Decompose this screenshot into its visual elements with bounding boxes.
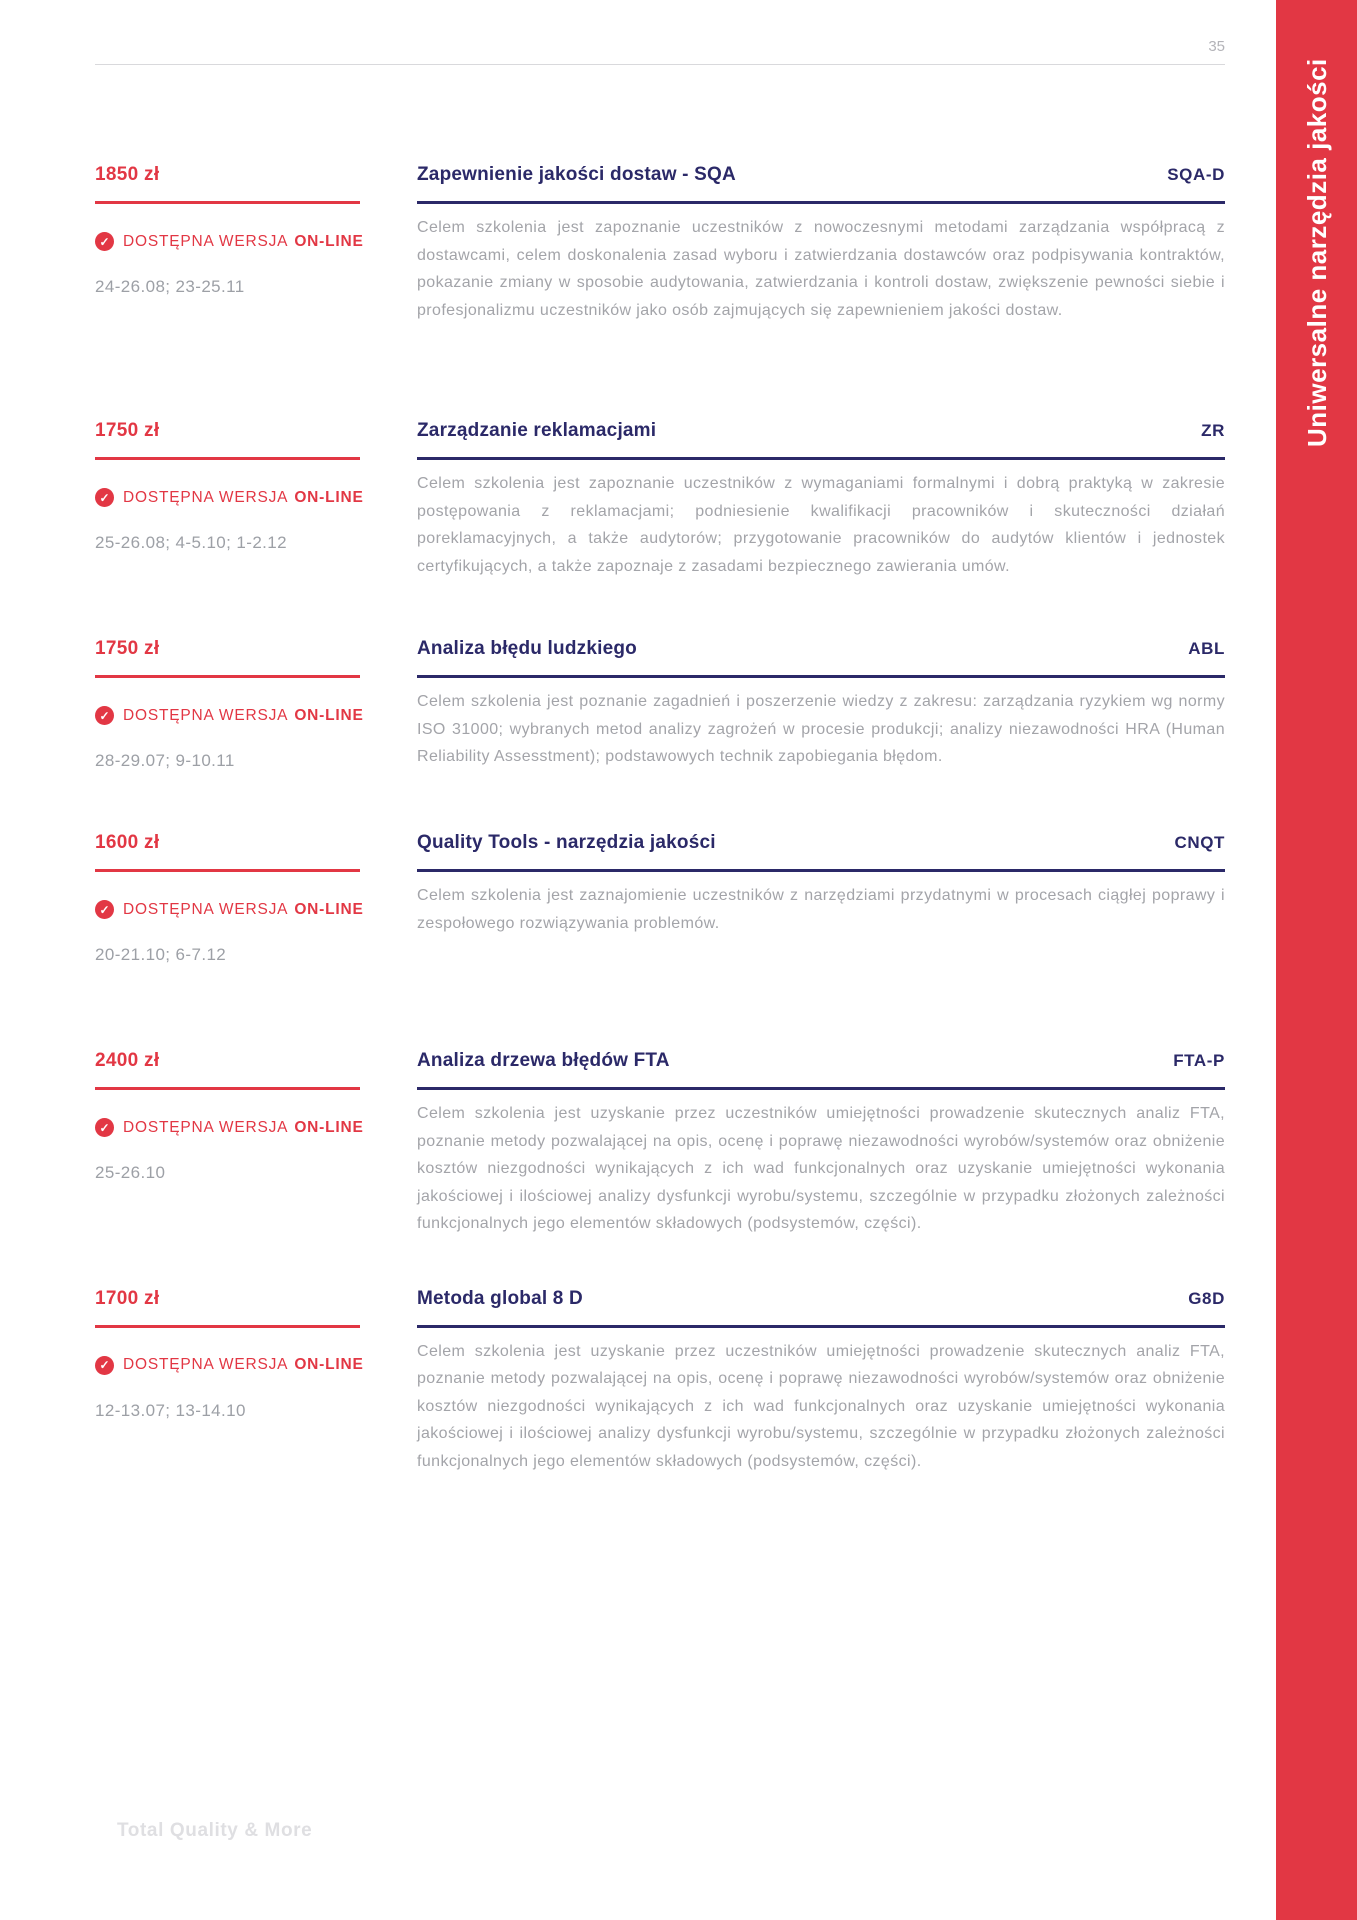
course-meta: [95, 1286, 364, 1476]
course-title-row: [417, 418, 1225, 444]
online-badge-text: DOSTĘPNA WERSJA: [123, 1118, 289, 1136]
course-title-row: [417, 636, 1225, 662]
online-badge: [95, 1118, 364, 1137]
course-meta: [95, 830, 364, 967]
online-badge-highlight: ON-LINE: [294, 232, 364, 250]
course-description: Celem szkolenia jest uzyskanie przez uczestników umiejętności prowadzenie skutecznych analiz FTA, poznanie metody pozwalającej na opis, ocenę i poprawę niezawodności wyrobów/systemów oraz obniżenie kosztów niezgodności wynikających z ich wad funkcjonalnych oraz uzyskanie umiejętności wykonania jakościowej i ilościowej analizy dysfunkcji wyrobu/systemu, szczególnie w przypadku złożonych zależności funkcjonalnych jego elementów składowych (podsystemów, części).: [417, 1342, 1225, 1470]
course-description: Celem szkolenia jest zapoznanie uczestników z nowoczesnymi metodami zarządzania współpracą z dostawcami, celem doskonalenia zasad wyboru i zatwierdzania dostawców oraz podpisywania kontraktów, pokazanie zmiany w sposobie audytowania, zatwierdzania i kontroli dostaw, zwiększenie pewności siebie i profesjonalizmu uczestników jako osób zajmujących się zapewnieniem jakości dostaw.: [417, 219, 1225, 319]
course-description: Celem szkolenia jest poznanie zagadnień i poszerzenie wiedzy z zakresu: zarządzania ryzykiem wg normy ISO 31000; wybranych metod analizy zagrożeń w procesie produkcji; analizy niezawodności HRA (Human Reliability Assesstment); podstawowych technik zapobiegania błędom.: [417, 693, 1225, 765]
course-dates: 12-13.07; 13-14.10: [95, 1400, 246, 1420]
course-title-row: [417, 1286, 1225, 1312]
course-title: Analiza błędu ludzkiego: [417, 638, 637, 659]
title-divider: [417, 1087, 1225, 1090]
course-body: [417, 418, 1225, 580]
course-price: 1750 zł: [95, 638, 160, 659]
course-description: Celem szkolenia jest zaznajomienie uczestników z narzędziami przydatnymi w procesach ciągłej poprawy i zespołowego rozwiązywania problemów.: [417, 887, 1225, 932]
course-dates: 20-21.10; 6-7.12: [95, 945, 227, 964]
online-badge: [95, 488, 364, 507]
title-divider: [417, 201, 1225, 204]
online-badge: [95, 900, 364, 919]
online-badge: [95, 706, 364, 725]
course-title-row: [417, 1048, 1225, 1074]
check-circle-icon: ✓: [95, 1356, 114, 1375]
course-body: [417, 1048, 1225, 1238]
course-price: 2400 zł: [95, 1050, 160, 1071]
course-title: Analiza drzewa błędów FTA: [417, 1050, 670, 1071]
category-side-label: Uniwersalne narzędzia jakości: [1302, 58, 1332, 447]
course-meta: [95, 162, 364, 324]
course-title: Metoda global 8 D: [417, 1287, 583, 1309]
title-divider: [417, 869, 1225, 872]
course-row: [95, 830, 1225, 967]
online-badge-highlight: ON-LINE: [294, 1118, 364, 1136]
title-divider: [417, 1325, 1225, 1328]
course-price: 1850 zł: [95, 164, 160, 185]
course-price: 1700 zł: [95, 1287, 160, 1309]
course-code: G8D: [1188, 1288, 1225, 1308]
check-circle-icon: ✓: [95, 900, 114, 919]
course-price: 1750 zł: [95, 420, 160, 441]
course-code: ZR: [1201, 421, 1225, 440]
price-divider: [95, 869, 360, 872]
price-divider: [95, 675, 360, 678]
brand-footer: Total Quality & More: [117, 1820, 313, 1841]
course-row: [95, 1048, 1225, 1238]
online-badge-text: DOSTĘPNA WERSJA: [123, 706, 289, 724]
online-badge-highlight: ON-LINE: [294, 900, 364, 918]
course-dates: 25-26.08; 4-5.10; 1-2.12: [95, 533, 288, 552]
online-badge-text: DOSTĘPNA WERSJA: [123, 232, 289, 250]
course-title-row: [417, 162, 1225, 188]
course-code: ABL: [1188, 639, 1225, 658]
online-badge: [95, 232, 364, 251]
course-price: 1600 zł: [95, 832, 160, 853]
online-badge-text: DOSTĘPNA WERSJA: [123, 900, 289, 918]
content-column: [95, 0, 1225, 1475]
course-row: [95, 636, 1225, 773]
price-divider: [95, 1325, 360, 1328]
page-number: 35: [1208, 38, 1225, 55]
check-circle-icon: ✓: [95, 706, 114, 725]
course-code: FTA-P: [1173, 1051, 1225, 1070]
course-description: Celem szkolenia jest zapoznanie uczestników z wymaganiami formalnymi i dobrą praktyką w zakresie postępowania z reklamacjami; podniesienie kwalifikacji pracowników i skuteczności działań poreklamacyjnych, a także audytorów; przygotowanie pracowników do audytów klientów i jednostek certyfikujących, a także zapoznaje z zasadami bezpiecznego zawierania umów.: [417, 475, 1225, 575]
check-circle-icon: ✓: [95, 232, 114, 251]
course-code: CNQT: [1174, 833, 1225, 852]
online-badge-highlight: ON-LINE: [294, 706, 364, 724]
online-badge-text: DOSTĘPNA WERSJA: [123, 1356, 289, 1373]
page-header: [95, 0, 1225, 65]
price-divider: [95, 457, 360, 460]
header-divider: [95, 64, 1225, 65]
course-dates: 28-29.07; 9-10.11: [95, 751, 235, 770]
course-row: [95, 418, 1225, 580]
online-badge-highlight: ON-LINE: [294, 488, 364, 506]
course-meta: [95, 418, 364, 580]
course-body: [417, 636, 1225, 773]
course-body: [417, 162, 1225, 324]
course-dates: 25-26.10: [95, 1163, 166, 1182]
course-title-row: [417, 830, 1225, 856]
course-body: [417, 830, 1225, 967]
course-row: [95, 1286, 1225, 1476]
course-meta: [95, 1048, 364, 1238]
course-row: [95, 162, 1225, 324]
check-circle-icon: ✓: [95, 1118, 114, 1137]
course-title: Quality Tools - narzędzia jakości: [417, 832, 716, 853]
price-divider: [95, 201, 360, 204]
course-body: [417, 1286, 1225, 1476]
course-title: Zapewnienie jakości dostaw - SQA: [417, 164, 736, 185]
course-dates: 24-26.08; 23-25.11: [95, 277, 245, 296]
check-circle-icon: ✓: [95, 488, 114, 507]
title-divider: [417, 457, 1225, 460]
online-badge: [95, 1356, 364, 1375]
online-badge-text: DOSTĘPNA WERSJA: [123, 488, 289, 506]
title-divider: [417, 675, 1225, 678]
price-divider: [95, 1087, 360, 1090]
course-meta: [95, 636, 364, 773]
course-description: Celem szkolenia jest uzyskanie przez uczestników umiejętności prowadzenie skutecznych analiz FTA, poznanie metody pozwalającej na opis, ocenę i poprawę niezawodności wyrobów/systemów oraz obniżenie kosztów niezgodności wynikających z ich wad funkcjonalnych oraz uzyskanie umiejętności wykonania jakościowej i ilościowej analizy dysfunkcji wyrobu/systemu, szczególnie w przypadku złożonych zależności funkcjonalnych jego elementów składowych (podsystemów, części).: [417, 1105, 1225, 1232]
online-badge-highlight: ON-LINE: [294, 1356, 364, 1373]
course-code: SQA-D: [1167, 165, 1225, 184]
course-title: Zarządzanie reklamacjami: [417, 420, 657, 441]
